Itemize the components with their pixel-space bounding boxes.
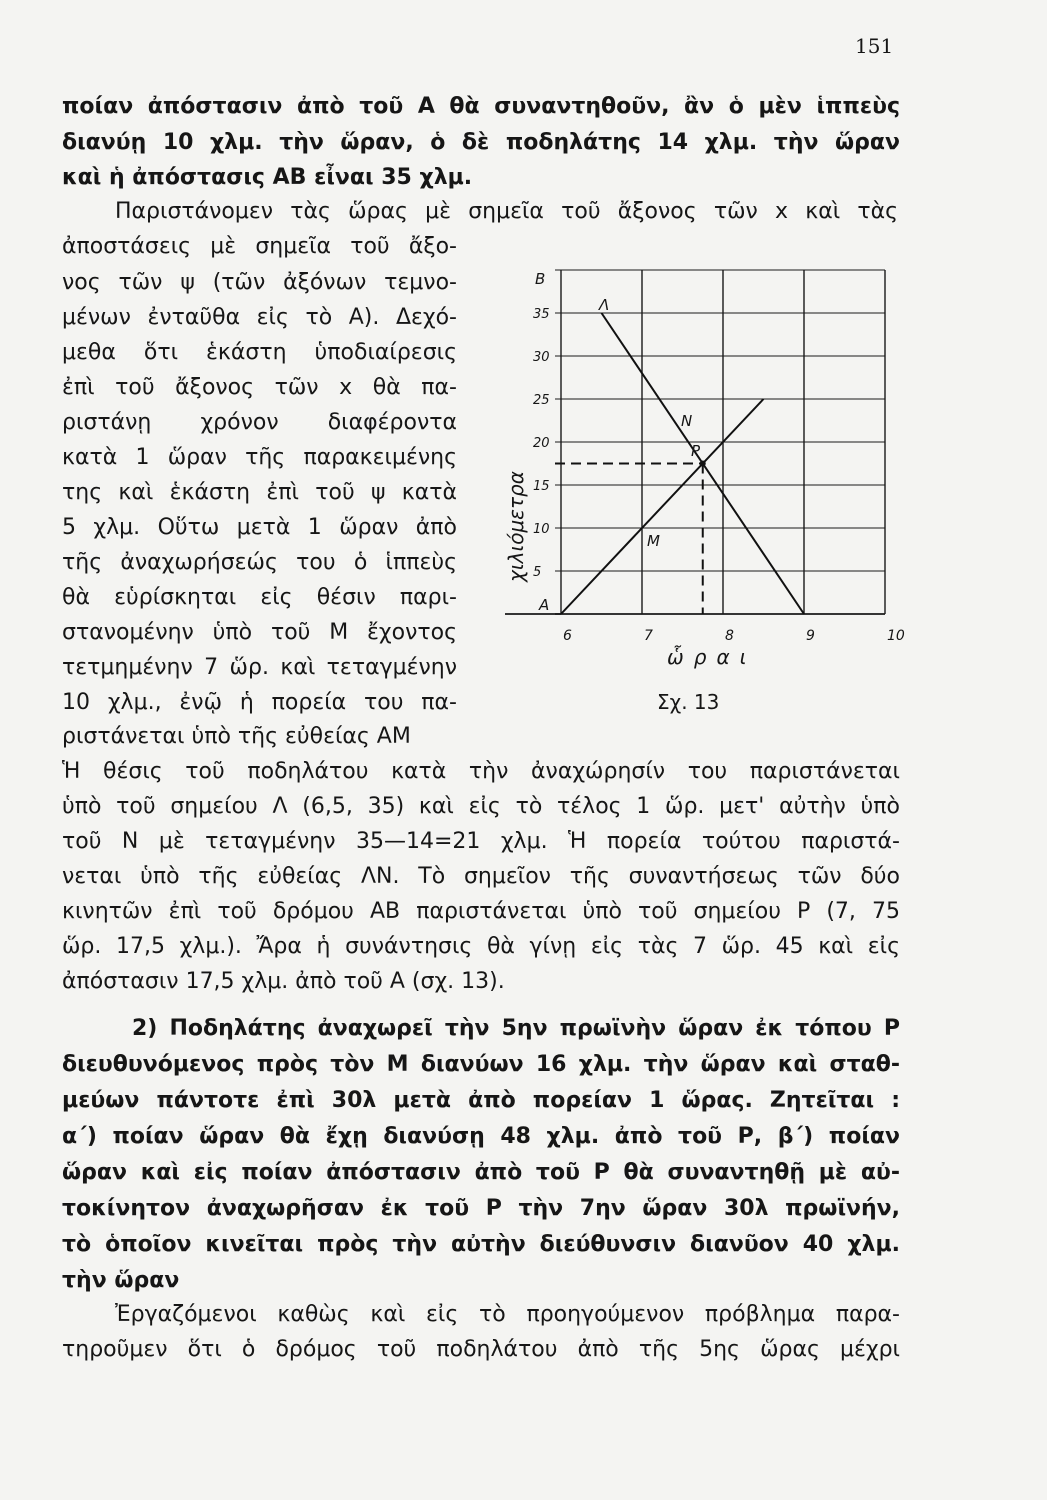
text-line: μένων ἐνταῦθα εἰς τὸ Α). Δεχό- [62,305,457,330]
x-axis-title: ὧραι [667,645,757,669]
text-line: ὑπὸ τοῦ σημείου Λ (6,5, 35) καὶ εἰς τὸ τέλος 1 ὥρ. μετ' αὐτὴν ὑπὸ [62,794,900,819]
text-line: καὶ ἡ ἀπόστασις ΑΒ εἶναι 35 χλμ. [62,165,473,190]
text-line: τηροῦμεν ὅτι ὁ δρόμος τοῦ ποδηλάτου ἀπὸ τῆς 5ης ὥρας μέχρι [62,1337,900,1362]
distance-time-graph [495,262,915,742]
page-number: 151 [855,34,894,58]
text-line: ποίαν ἀπόστασιν ἀπὸ τοῦ Α θὰ συναντηθοῦν, ἂν ὁ μὲν ἱππεὺς [62,94,900,119]
x-tick-label: 9 [806,628,815,644]
x-tick-label: 7 [644,628,653,644]
text-line: μεθα ὅτι ἑκάστη ὑποδιαίρεσις [62,340,457,365]
text-line: διευθυνόμενος πρὸς τὸν Μ διανύων 16 χλμ. τὴν ὥραν καὶ σταθ- [62,1052,900,1077]
text-line: κατὰ 1 ὥραν τῆς παρακειμένης [62,445,457,470]
text-line: τοῦ Ν μὲ τεταγμένην 35—14=21 χλμ. Ἡ πορεία τούτου παριστά- [62,829,900,854]
text-line: 2) Ποδηλάτης ἀναχωρεῖ τὴν 5ην πρωϊνὴν ὥραν ἐκ τόπου Ρ [132,1016,900,1041]
text-line: α΄) ποίαν ὥραν θὰ ἔχῃ διανύσῃ 48 χλμ. ἀπὸ τοῦ Ρ, β΄) ποίαν [62,1124,900,1149]
series-lines [555,313,804,614]
y-tick-label: 25 [533,393,550,408]
text-line: νος τῶν ψ (τῶν ἀξόνων τεμνο- [62,270,457,295]
text-line: 10 χλμ., ἐνῷ ἡ πορεία του πα- [62,690,457,715]
meeting-point-marker [700,461,706,467]
x-tick-label: 10 [887,628,905,644]
text-line: τὸ ὁποῖον κινεῖται πρὸς τὴν αὐτὴν διεύθυνσιν διανῦον 40 χλμ. [62,1232,900,1257]
y-tick-label: 10 [533,522,550,537]
text-line: ριστάνῃ χρόνον διαφέροντα [62,410,457,435]
text-line: τοκίνητον ἀναχωρῆσαν ἐκ τοῦ Ρ τὴν 7ην ὥραν 30λ πρωϊνήν, [62,1196,900,1221]
text-line: νεται ὑπὸ τῆς εὐθείας ΛΝ. Τὸ σημεῖον τῆς συναντήσεως τῶν δύο [62,864,900,889]
text-line: τὴν ὥραν [62,1268,180,1293]
text-line: 5 χλμ. Οὕτω μετὰ 1 ὥραν ἀπὸ [62,515,457,540]
y-axis-title: χιλιόμετρα [504,471,528,582]
series-line-1 [561,399,764,614]
figure-13 [495,262,915,742]
text-line: Ἡ θέσις τοῦ ποδηλάτου κατὰ τὴν ἀναχώρησίν του παριστάνεται [62,759,900,784]
text-line: στανομένην ὑπὸ τοῦ Μ ἔχοντος [62,620,457,645]
text-line: τετμημένην 7 ὥρ. καὶ τεταγμένην [62,655,457,680]
y-tick-label: 20 [533,436,550,451]
x-tick-label: 8 [725,628,734,644]
text-line: τῆς ἀναχωρήσεώς του ὁ ἱππεὺς [62,550,457,575]
text-line: ριστάνεται ὑπὸ τῆς εὐθείας ΑΜ [62,724,411,749]
tick-labels [533,307,905,644]
text-line: ἀποστάσεις μὲ σημεῖα τοῦ ἄξο- [62,234,457,259]
x-tick-label: 6 [563,628,572,644]
text-line: ὥρ. 17,5 χλμ.). Ἄρα ἡ συνάντησις θὰ γίνῃ εἰς τὰς 7 ὥρ. 45 καὶ εἰς [62,934,900,959]
point-label-lambda: Λ [599,296,610,314]
text-line: Ἐργαζόμενοι καθὼς καὶ εἰς τὸ προηγούμενον πρόβλημα παρα- [115,1302,900,1327]
text-line: κινητῶν ἐπὶ τοῦ δρόμου ΑΒ παριστάνεται ὑπὸ τοῦ σημείου Ρ (7, 75 [62,899,900,924]
figure-caption: Σχ. 13 [657,690,720,714]
y-tick-label: 5 [533,565,542,580]
text-line: της καὶ ἑκάστη ἐπὶ τοῦ ψ κατὰ [62,480,457,505]
point-label-n: N [681,412,693,430]
point-label-m: M [647,532,660,550]
text-line: μεύων πάντοτε ἐπὶ 30λ μετὰ ἀπὸ πορείαν 1 ὥρας. Ζητεῖται : [62,1088,900,1113]
text-line: διανύῃ 10 χλμ. τὴν ὥραν, ὁ δὲ ποδηλάτης 14 χλμ. τὴν ὥραν [62,130,900,155]
point-label-b: B [535,270,546,288]
text-line: Παριστάνομεν τὰς ὥρας μὲ σημεῖα τοῦ ἄξονος τῶν x καὶ τὰς [115,199,898,224]
point-label-a: A [539,596,550,614]
y-tick-label: 35 [533,307,550,322]
y-tick-label: 15 [533,479,550,494]
text-line: θὰ εὑρίσκηται εἰς θέσιν παρι- [62,585,457,610]
text-line: ὥραν καὶ εἰς ποίαν ἀπόστασιν ἀπὸ τοῦ Ρ θὰ συναντηθῇ μὲ αὐ- [62,1160,900,1185]
point-label-p: P [691,442,701,460]
y-tick-label: 30 [533,350,550,365]
text-line: ἀπόστασιν 17,5 χλμ. ἀπὸ τοῦ Α (σχ. 13). [62,969,505,994]
text-line: ἐπὶ τοῦ ἄξονος τῶν x θὰ πα- [62,375,457,400]
